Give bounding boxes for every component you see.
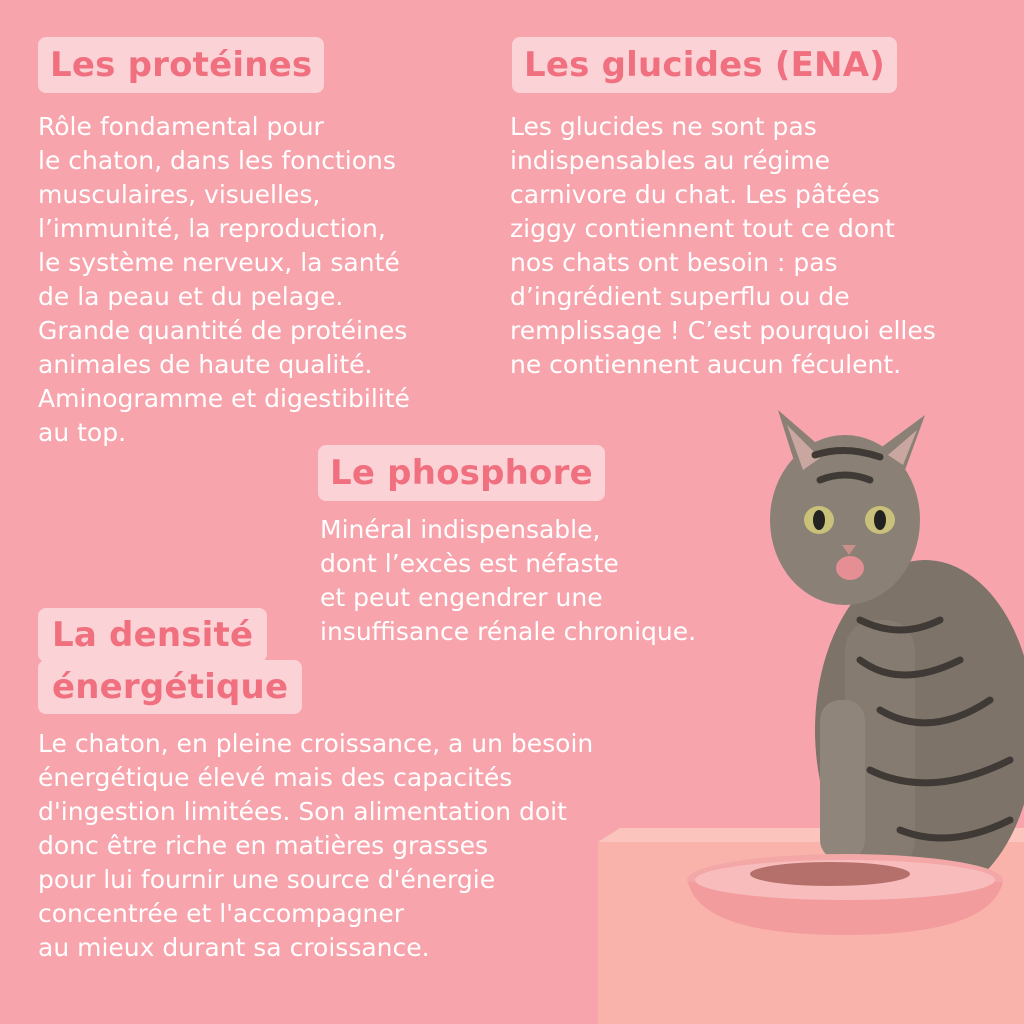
heading-glucides: Les glucides (ENA) — [512, 37, 897, 93]
text-densite: Le chaton, en pleine croissance, a un besoin énergétique élevé mais des capacités d'ingestion limitées. Son alimentation doit donc être riche en matières grasses pour lui fournir une source d'énergie concentrée et l'accompagner au mieux durant sa croissance. — [38, 729, 594, 962]
text-proteines: Rôle fondamental pour le chaton, dans les fonctions musculaires, visuelles, l’immunité, la reproduction, le système nerveux, la santé de la peau et du pelage. Grande quantité de protéines animales de haute qualité. Aminogramme et digestibilité au top. — [38, 112, 410, 447]
cat-food — [750, 862, 910, 886]
heading-phosphore: Le phosphore — [318, 445, 605, 501]
text-glucides: Les glucides ne sont pas indispensables au régime carnivore du chat. Les pâtées ziggy contiennent tout ce dont nos chats ont besoin : pas d’ingrédient superflu ou de remplissage ! C’est pourquoi elles ne contiennent aucun féculent. — [510, 112, 936, 379]
kitten-tongue — [836, 556, 864, 580]
text-phosphore: Minéral indispensable, dont l’excès est néfaste et peut engendrer une insuffisance rénale chronique. — [320, 515, 697, 646]
heading-proteines: Les protéines — [38, 37, 324, 93]
heading-densite-line2: énergétique — [38, 660, 302, 714]
heading-densite-line1: La densité — [38, 608, 267, 662]
